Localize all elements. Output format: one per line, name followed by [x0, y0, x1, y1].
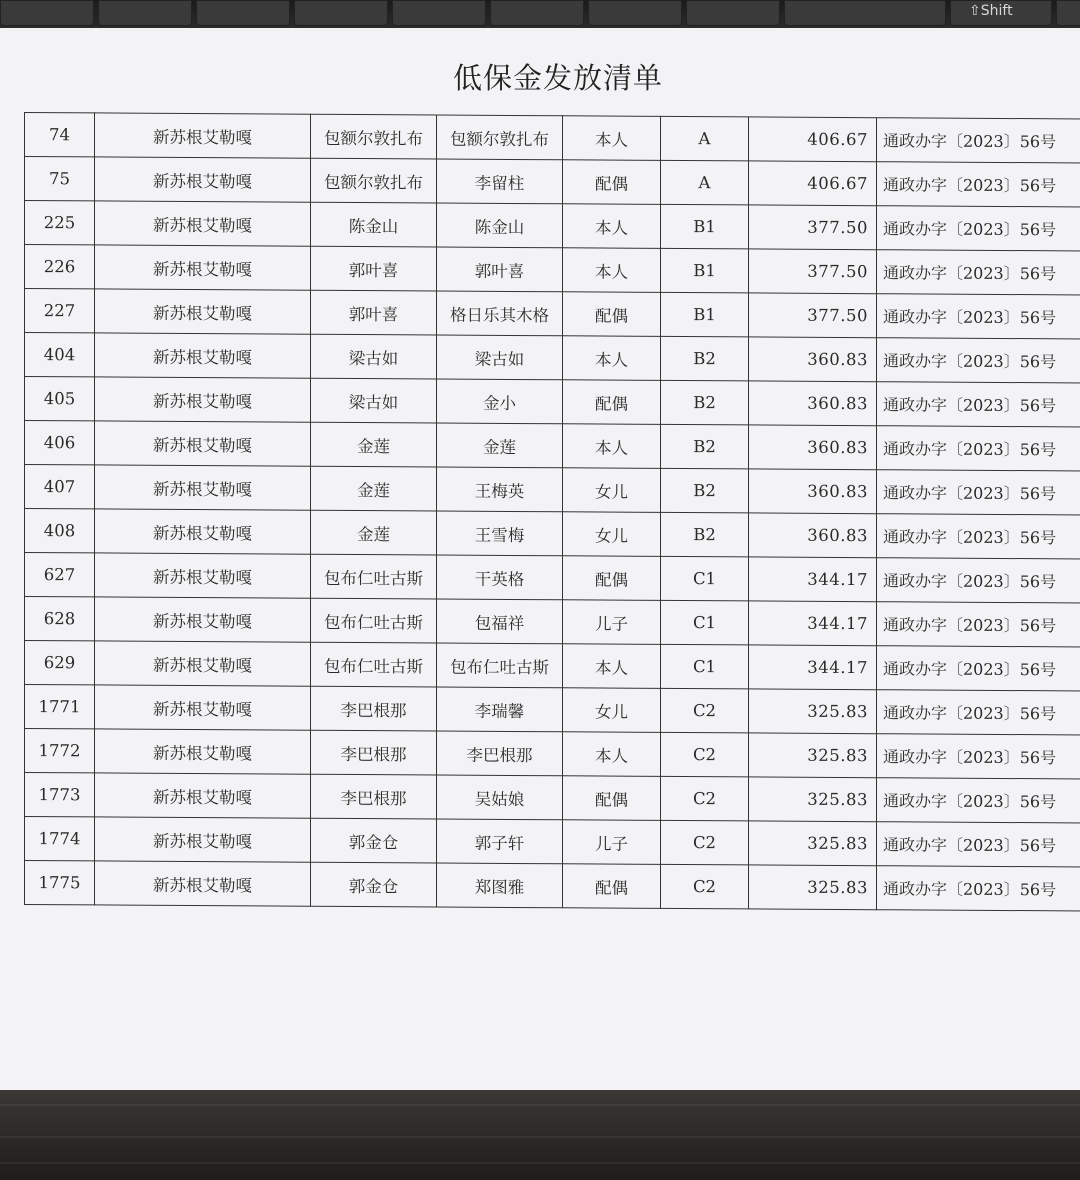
- cell-document-ref: 通政办字〔2023〕56号: [877, 118, 1080, 163]
- keyboard-key: [98, 0, 192, 26]
- cell-member-name: 陈金山: [437, 203, 563, 248]
- cell-relation: 配偶: [563, 776, 661, 821]
- cell-serial-no: 75: [25, 157, 95, 201]
- shift-key-label: ⇧Shift: [969, 3, 1013, 19]
- cell-grade: C1: [661, 644, 749, 689]
- cell-serial-no: 1772: [25, 729, 95, 773]
- cell-serial-no: 405: [25, 377, 95, 421]
- cell-household-head: 金莲: [311, 422, 437, 467]
- cell-village: 新苏根艾勒嘎: [95, 817, 311, 862]
- cell-document-ref: 通政办字〔2023〕56号: [877, 734, 1080, 779]
- cell-household-head: 包布仁吐古斯: [311, 642, 437, 687]
- cell-household-head: 郭叶喜: [311, 290, 437, 335]
- cell-household-head: 陈金山: [311, 202, 437, 247]
- cell-relation: 儿子: [563, 600, 661, 645]
- cell-relation: 女儿: [563, 512, 661, 557]
- cell-village: 新苏根艾勒嘎: [95, 377, 311, 422]
- keyboard-shift-key: [950, 0, 1052, 26]
- cell-amount: 325.83: [749, 865, 877, 910]
- desk-grain: [0, 1162, 1080, 1164]
- cell-grade: A: [661, 160, 749, 205]
- cell-household-head: 李巴根那: [311, 730, 437, 775]
- cell-document-ref: 通政办字〔2023〕56号: [877, 382, 1080, 427]
- cell-member-name: 王梅英: [437, 467, 563, 512]
- cell-amount: 344.17: [749, 601, 877, 646]
- cell-document-ref: 通政办字〔2023〕56号: [877, 206, 1080, 251]
- cell-grade: C1: [661, 600, 749, 645]
- cell-household-head: 包布仁吐古斯: [311, 598, 437, 643]
- cell-household-head: 郭叶喜: [311, 246, 437, 291]
- cell-grade: C2: [661, 820, 749, 865]
- cell-serial-no: 629: [25, 641, 95, 685]
- cell-member-name: 王雪梅: [437, 511, 563, 556]
- cell-serial-no: 627: [25, 553, 95, 597]
- cell-household-head: 金莲: [311, 466, 437, 511]
- cell-document-ref: 通政办字〔2023〕56号: [877, 778, 1080, 823]
- cell-household-head: 李巴根那: [311, 774, 437, 819]
- cell-amount: 360.83: [749, 513, 877, 558]
- cell-village: 新苏根艾勒嘎: [95, 245, 311, 290]
- table-row: [25, 157, 1080, 207]
- table-row: [25, 641, 1080, 691]
- table-row: [25, 773, 1080, 823]
- cell-village: 新苏根艾勒嘎: [95, 421, 311, 466]
- cell-amount: 325.83: [749, 821, 877, 866]
- table-row: [25, 377, 1080, 427]
- cell-relation: 本人: [563, 336, 661, 381]
- cell-village: 新苏根艾勒嘎: [95, 289, 311, 334]
- cell-grade: C2: [661, 864, 749, 909]
- cell-document-ref: 通政办字〔2023〕56号: [877, 602, 1080, 647]
- cell-document-ref: 通政办字〔2023〕56号: [877, 558, 1080, 603]
- cell-document-ref: 通政办字〔2023〕56号: [877, 866, 1080, 911]
- cell-village: 新苏根艾勒嘎: [95, 465, 311, 510]
- table-row: [25, 597, 1080, 647]
- cell-amount: 325.83: [749, 689, 877, 734]
- keyboard-key: [294, 0, 388, 26]
- table-row: [25, 333, 1080, 383]
- cell-relation: 配偶: [563, 292, 661, 337]
- cell-serial-no: 408: [25, 509, 95, 553]
- cell-relation: 配偶: [563, 380, 661, 425]
- cell-grade: B2: [661, 512, 749, 557]
- keyboard-key: [196, 0, 290, 26]
- cell-amount: 325.83: [749, 733, 877, 778]
- keyboard-key: [784, 0, 946, 26]
- cell-amount: 360.83: [749, 381, 877, 426]
- cell-amount: 377.50: [749, 249, 877, 294]
- document-title: 低保金发放清单: [452, 61, 663, 95]
- table-row: [25, 553, 1080, 603]
- cell-relation: 本人: [563, 116, 661, 161]
- cell-household-head: 包布仁吐古斯: [311, 554, 437, 599]
- table-row: [25, 817, 1080, 867]
- cell-relation: 本人: [563, 732, 661, 777]
- cell-document-ref: 通政办字〔2023〕56号: [877, 338, 1080, 383]
- cell-member-name: 金莲: [437, 423, 563, 468]
- cell-grade: B2: [661, 336, 749, 381]
- cell-amount: 406.67: [749, 117, 877, 162]
- cell-relation: 本人: [563, 424, 661, 469]
- cell-amount: 377.50: [749, 205, 877, 250]
- table-row: [25, 861, 1080, 911]
- cell-serial-no: 1771: [25, 685, 95, 729]
- desk-grain: [0, 1136, 1080, 1138]
- cell-member-name: 金小: [437, 379, 563, 424]
- cell-document-ref: 通政办字〔2023〕56号: [877, 646, 1080, 691]
- cell-member-name: 吴姑娘: [437, 775, 563, 820]
- cell-relation: 女儿: [563, 688, 661, 733]
- table-row: [25, 685, 1080, 735]
- cell-member-name: 包福祥: [437, 599, 563, 644]
- table-row: [25, 289, 1080, 339]
- cell-grade: C2: [661, 776, 749, 821]
- cell-document-ref: 通政办字〔2023〕56号: [877, 822, 1080, 867]
- cell-grade: C2: [661, 688, 749, 733]
- cell-serial-no: 406: [25, 421, 95, 465]
- cell-amount: 360.83: [749, 469, 877, 514]
- cell-village: 新苏根艾勒嘎: [95, 685, 311, 730]
- cell-household-head: 金莲: [311, 510, 437, 555]
- cell-member-name: 郑图雅: [437, 863, 563, 908]
- table-row: [25, 201, 1080, 251]
- keyboard-key: [1056, 0, 1080, 26]
- table-row: [25, 245, 1080, 295]
- cell-household-head: 郭金仓: [311, 862, 437, 907]
- cell-grade: A: [661, 116, 749, 161]
- cell-document-ref: 通政办字〔2023〕56号: [877, 690, 1080, 735]
- cell-member-name: 郭叶喜: [437, 247, 563, 292]
- cell-grade: B1: [661, 204, 749, 249]
- cell-member-name: 格日乐其木格: [437, 291, 563, 336]
- table-row: [25, 465, 1080, 515]
- cell-member-name: 包布仁吐古斯: [437, 643, 563, 688]
- cell-serial-no: 1774: [25, 817, 95, 861]
- cell-household-head: 梁古如: [311, 334, 437, 379]
- cell-relation: 本人: [563, 644, 661, 689]
- cell-relation: 配偶: [563, 864, 661, 909]
- cell-grade: C2: [661, 732, 749, 777]
- cell-document-ref: 通政办字〔2023〕56号: [877, 514, 1080, 559]
- desk-grain: [0, 1104, 1080, 1106]
- cell-serial-no: 227: [25, 289, 95, 333]
- cell-amount: 344.17: [749, 557, 877, 602]
- cell-grade: B2: [661, 424, 749, 469]
- cell-document-ref: 通政办字〔2023〕56号: [877, 294, 1080, 339]
- cell-household-head: 李巴根那: [311, 686, 437, 731]
- cell-amount: 344.17: [749, 645, 877, 690]
- cell-document-ref: 通政办字〔2023〕56号: [877, 426, 1080, 471]
- keyboard-key: [392, 0, 486, 26]
- cell-grade: B2: [661, 468, 749, 513]
- table-row: [25, 509, 1080, 559]
- cell-serial-no: 407: [25, 465, 95, 509]
- cell-household-head: 包额尔敦扎布: [311, 158, 437, 203]
- cell-village: 新苏根艾勒嘎: [95, 773, 311, 818]
- desk-surface: [0, 1090, 1080, 1180]
- cell-village: 新苏根艾勒嘎: [95, 509, 311, 554]
- cell-household-head: 郭金仓: [311, 818, 437, 863]
- cell-serial-no: 404: [25, 333, 95, 377]
- cell-village: 新苏根艾勒嘎: [95, 641, 311, 686]
- cell-member-name: 郭子轩: [437, 819, 563, 864]
- cell-village: 新苏根艾勒嘎: [95, 333, 311, 378]
- cell-household-head: 包额尔敦扎布: [311, 114, 437, 159]
- allowance-table: [24, 112, 1080, 911]
- cell-village: 新苏根艾勒嘎: [95, 597, 311, 642]
- cell-document-ref: 通政办字〔2023〕56号: [877, 470, 1080, 515]
- cell-member-name: 李留柱: [437, 159, 563, 204]
- cell-member-name: 梁古如: [437, 335, 563, 380]
- cell-member-name: 包额尔敦扎布: [437, 115, 563, 160]
- keyboard-key: [490, 0, 584, 26]
- cell-village: 新苏根艾勒嘎: [95, 113, 311, 158]
- cell-amount: 360.83: [749, 337, 877, 382]
- cell-amount: 377.50: [749, 293, 877, 338]
- cell-relation: 本人: [563, 204, 661, 249]
- cell-serial-no: 74: [25, 113, 95, 157]
- cell-relation: 本人: [563, 248, 661, 293]
- cell-grade: B1: [661, 248, 749, 293]
- cell-serial-no: 1775: [25, 861, 95, 905]
- cell-member-name: 李巴根那: [437, 731, 563, 776]
- cell-member-name: 李瑞馨: [437, 687, 563, 732]
- cell-village: 新苏根艾勒嘎: [95, 861, 311, 906]
- table-row: [25, 421, 1080, 471]
- cell-serial-no: 226: [25, 245, 95, 289]
- table-row: [25, 113, 1080, 163]
- cell-serial-no: 225: [25, 201, 95, 245]
- cell-amount: 325.83: [749, 777, 877, 822]
- cell-grade: B1: [661, 292, 749, 337]
- keyboard-key: [588, 0, 682, 26]
- table-body: [25, 113, 1080, 911]
- cell-amount: 406.67: [749, 161, 877, 206]
- table-row: [25, 729, 1080, 779]
- cell-relation: 女儿: [563, 468, 661, 513]
- cell-document-ref: 通政办字〔2023〕56号: [877, 250, 1080, 295]
- cell-grade: B2: [661, 380, 749, 425]
- cell-village: 新苏根艾勒嘎: [95, 553, 311, 598]
- cell-serial-no: 628: [25, 597, 95, 641]
- cell-relation: 配偶: [563, 160, 661, 205]
- cell-document-ref: 通政办字〔2023〕56号: [877, 162, 1080, 207]
- cell-village: 新苏根艾勒嘎: [95, 201, 311, 246]
- cell-member-name: 干英格: [437, 555, 563, 600]
- cell-village: 新苏根艾勒嘎: [95, 157, 311, 202]
- cell-village: 新苏根艾勒嘎: [95, 729, 311, 774]
- cell-household-head: 梁古如: [311, 378, 437, 423]
- cell-relation: 配偶: [563, 556, 661, 601]
- cell-relation: 儿子: [563, 820, 661, 865]
- cell-serial-no: 1773: [25, 773, 95, 817]
- keyboard-key: [0, 0, 94, 26]
- cell-grade: C1: [661, 556, 749, 601]
- cell-amount: 360.83: [749, 425, 877, 470]
- keyboard-key: [686, 0, 780, 26]
